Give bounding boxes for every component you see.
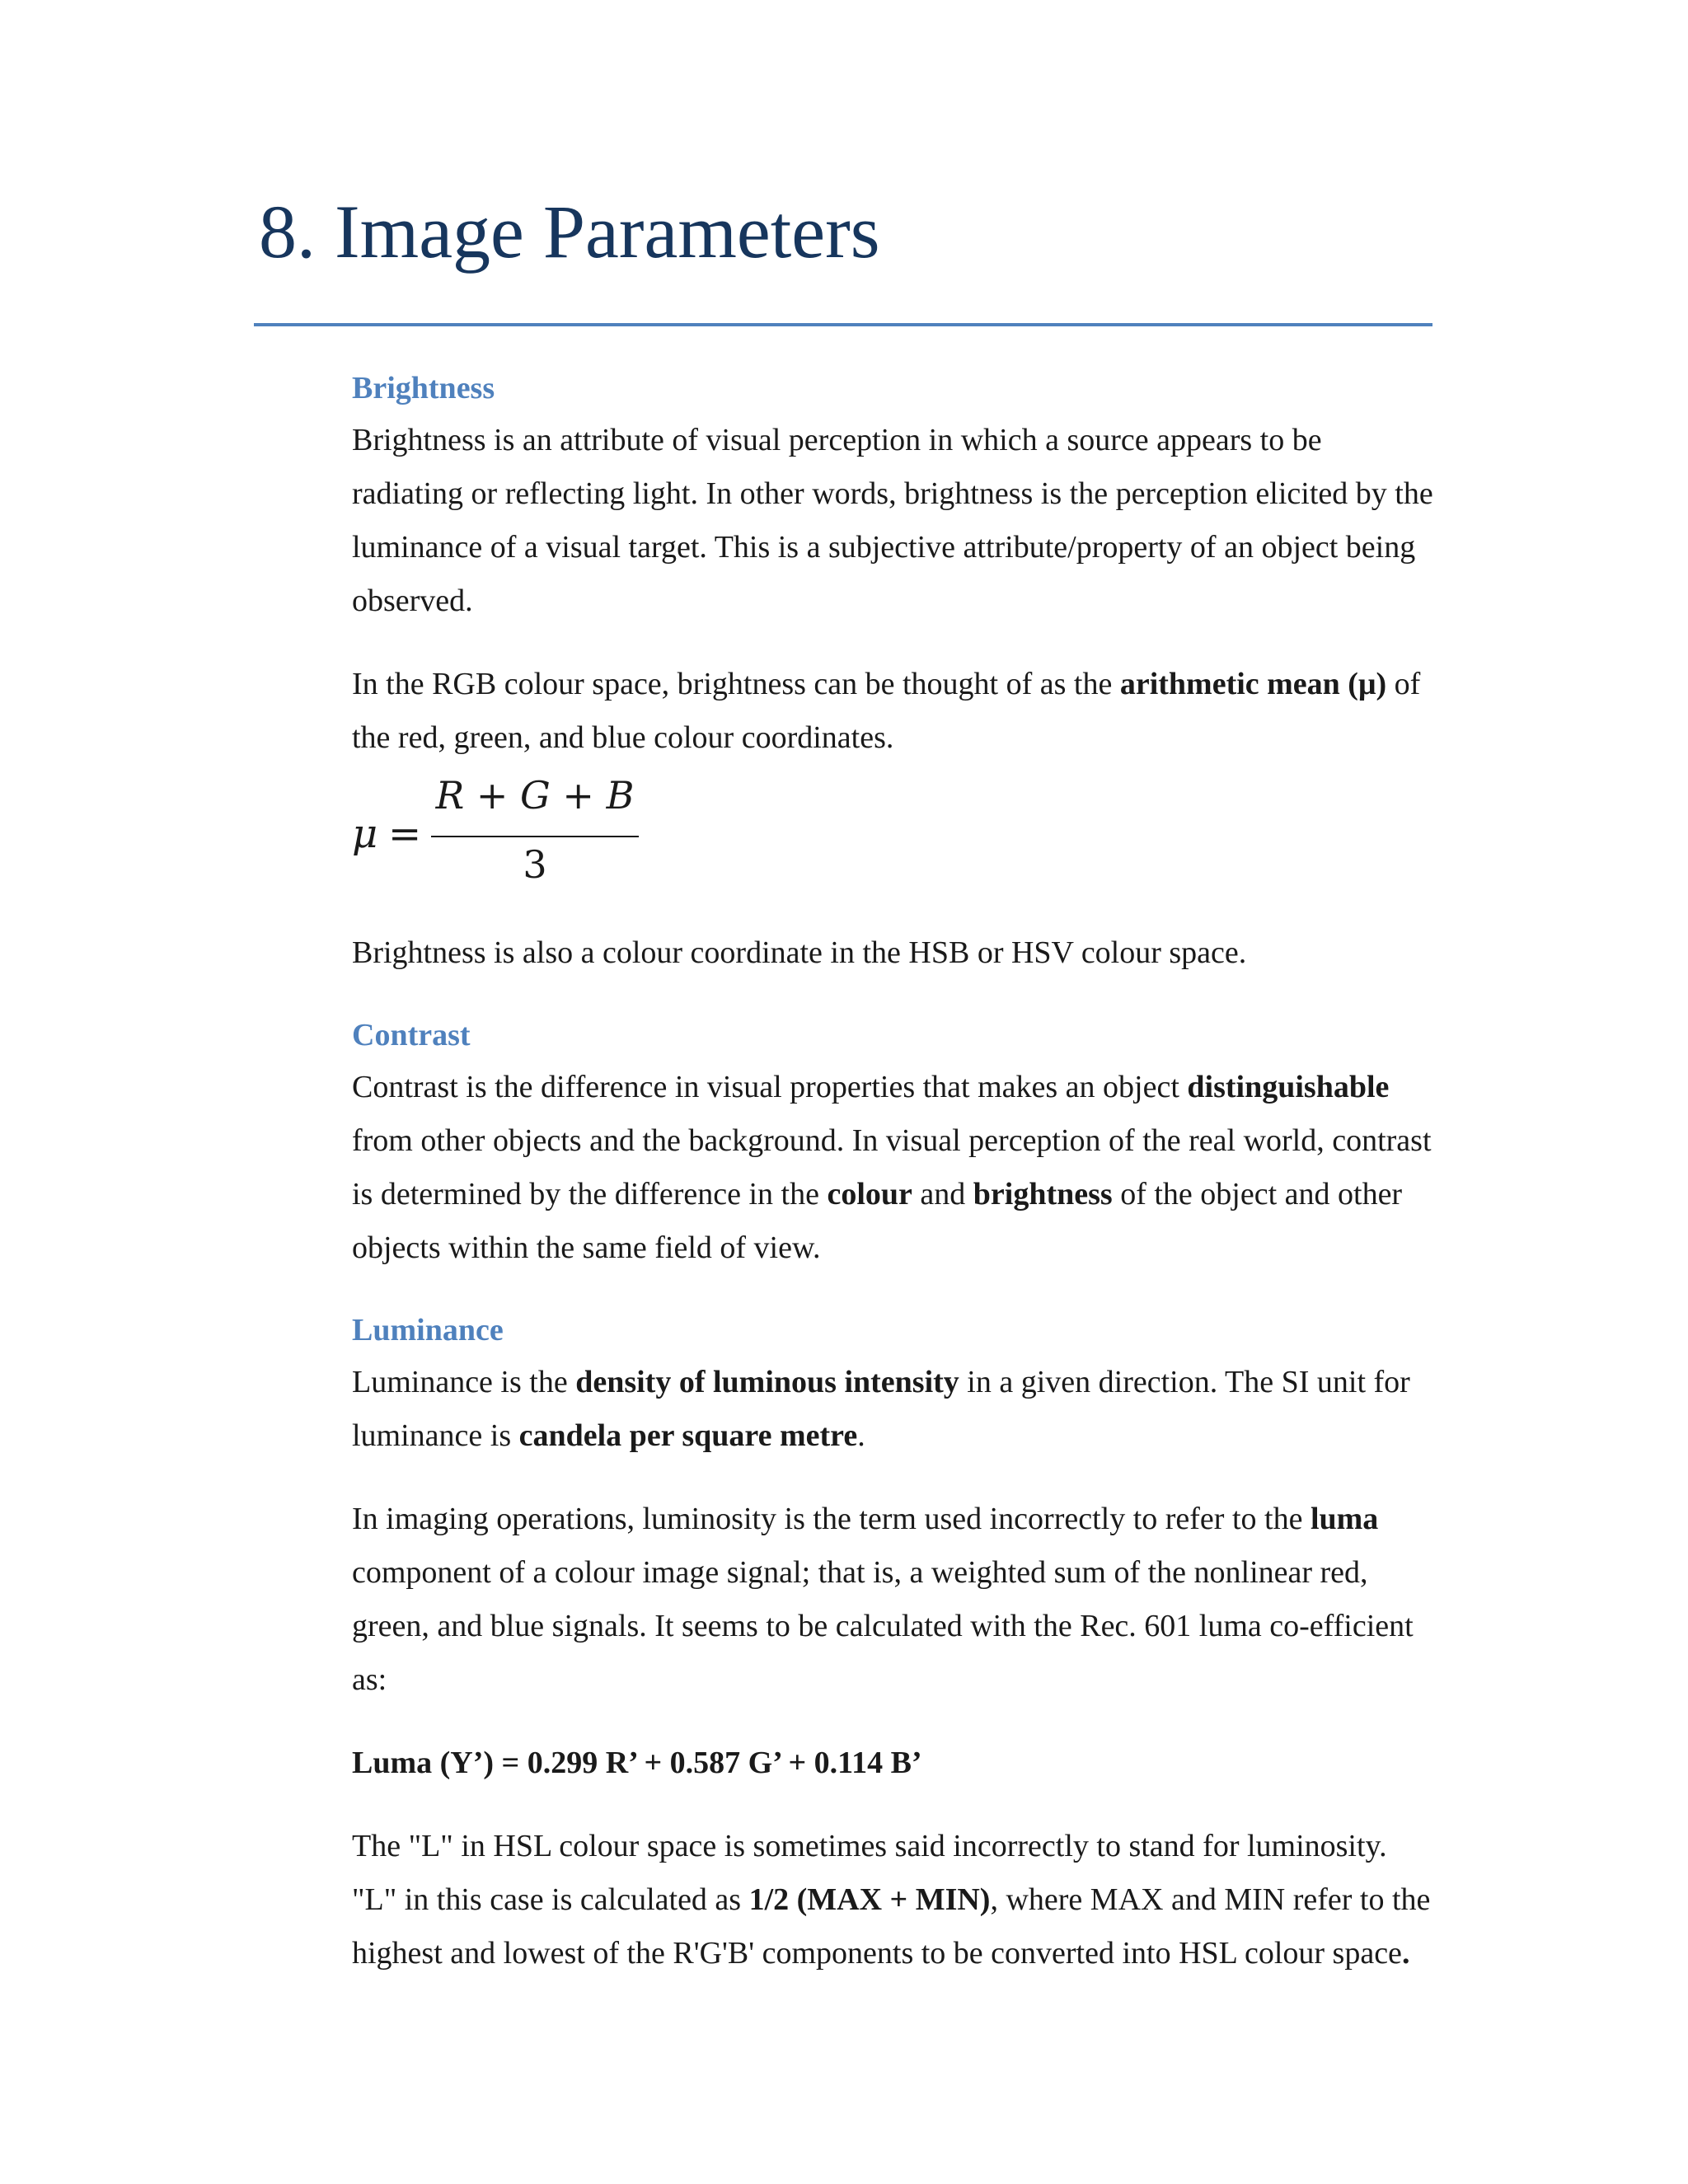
brightness-p1-line-3: luminance of a visual target. This is a subjective attribute/property of an object being	[352, 530, 1416, 565]
brightness-p1-line-2: radiating or reflecting light. In other words, brightness is the perception elicited by the	[352, 476, 1433, 511]
text-run: .	[857, 1418, 865, 1453]
luminance-p3-line-3	[352, 1927, 1440, 1980]
text-run: and	[912, 1177, 973, 1212]
text-run: of	[1386, 667, 1421, 701]
bold-term-distinguishable: distinguishable	[1187, 1070, 1390, 1104]
text-run: highest and lowest of the R'G'B' components to be converted into HSL colour space	[352, 1936, 1402, 1971]
title-divider	[254, 323, 1432, 326]
text-run: Contrast is the difference in visual properties that makes an object	[352, 1070, 1188, 1104]
brightness-p1-line-4: observed.	[352, 583, 473, 618]
bold-term-colour: colour	[827, 1177, 912, 1212]
brightness-p2-line-1	[352, 658, 1440, 711]
luminance-p2-line-2: component of a colour image signal; that is, a weighted sum of the nonlinear red,	[352, 1555, 1368, 1590]
luminance-p1-line-1	[352, 1356, 1440, 1409]
contrast-section	[352, 1010, 1440, 1275]
bold-term-half-max-min: 1/2 (MAX + MIN)	[748, 1882, 991, 1917]
brightness-section	[352, 363, 1440, 980]
brightness-paragraph-3: Brightness is also a colour coordinate in the HSB or HSV colour space.	[352, 935, 1247, 970]
bold-term-luma: luma	[1310, 1502, 1379, 1536]
text-run: luminance is	[352, 1418, 519, 1453]
bold-period: .	[1401, 1936, 1410, 1971]
text-run: In imaging operations, luminosity is the term used incorrectly to refer to the	[352, 1502, 1311, 1536]
bold-term-brightness: brightness	[973, 1177, 1113, 1212]
contrast-line-1	[352, 1061, 1440, 1114]
brightness-p1-line-1: Brightness is an attribute of visual perception in which a source appears to be	[352, 423, 1322, 457]
formula-mu: μ	[352, 811, 378, 857]
text-run: "L" in this case is calculated as	[352, 1882, 749, 1917]
formula-fraction-bar	[431, 836, 639, 837]
text-run: is determined by the difference in the	[352, 1177, 828, 1212]
luminance-p1-line-2	[352, 1409, 1440, 1463]
luma-equation: Luma (Y’) = 0.299 R’ + 0.587 G’ + 0.114 B’	[352, 1746, 922, 1780]
page-title: 8. Image Parameters	[259, 190, 880, 274]
luminance-p2-line-1	[352, 1493, 1440, 1546]
text-run: In the RGB colour space, brightness can be thought of as the	[352, 667, 1120, 701]
brightness-paragraph-2	[352, 658, 1440, 765]
bold-term-candela: candela per square metre	[518, 1418, 858, 1453]
text-run: in a given direction. The SI unit for	[959, 1365, 1410, 1399]
formula-equals: =	[388, 811, 422, 857]
contrast-heading: Contrast	[352, 1018, 471, 1052]
text-run: , where MAX and MIN refer to the	[990, 1882, 1431, 1917]
luminance-heading: Luminance	[352, 1313, 504, 1347]
luminance-p2-line-4: as:	[352, 1662, 387, 1697]
brightness-p2-line-2: the red, green, and blue colour coordinates.	[352, 720, 894, 755]
contrast-line-2: from other objects and the background. In visual perception of the real world, contrast	[352, 1123, 1432, 1158]
formula-numerator: R + G + B	[435, 773, 635, 818]
mean-formula	[352, 773, 1440, 893]
luminance-p3-line-2	[352, 1873, 1440, 1927]
bold-term-density: density of luminous intensity	[575, 1365, 959, 1399]
luminance-p2-line-3: green, and blue signals. It seems to be calculated with the Rec. 601 luma co-efficient	[352, 1609, 1414, 1643]
text-run: Luminance is the	[352, 1365, 576, 1399]
document-body	[352, 363, 1440, 1980]
bold-term-arithmetic-mean: arithmetic mean (μ)	[1119, 667, 1387, 701]
contrast-line-3	[352, 1168, 1440, 1221]
brightness-paragraph-1	[352, 414, 1440, 628]
luminance-p3-line-1: The "L" in HSL colour space is sometimes said incorrectly to stand for luminosity.	[352, 1829, 1387, 1863]
luminance-section	[352, 1305, 1440, 1980]
formula-denominator: 3	[523, 842, 547, 887]
contrast-line-4: objects within the same field of view.	[352, 1230, 821, 1265]
brightness-heading: Brightness	[352, 371, 495, 405]
text-run: of the object and other	[1112, 1177, 1403, 1212]
